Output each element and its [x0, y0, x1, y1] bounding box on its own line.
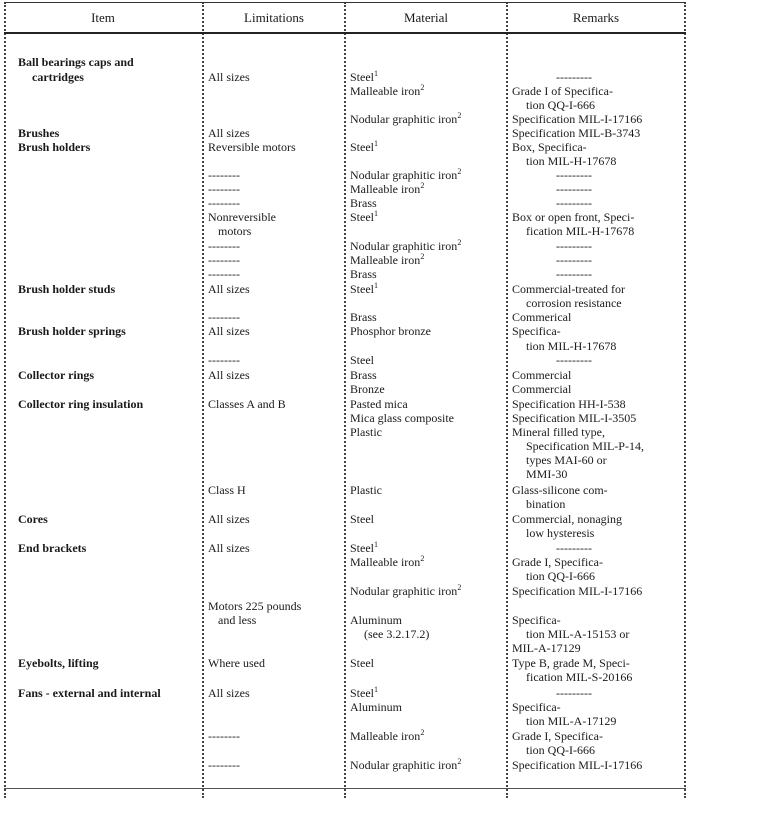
- table-row: [4, 584, 686, 598]
- remarks-cell: tion MIL-A-17129: [526, 714, 617, 728]
- material-text: Steel: [350, 512, 374, 526]
- material-cell: [350, 483, 382, 497]
- footnote-marker: 2: [420, 728, 425, 737]
- remarks-cell: Specification MIL-I-17166: [512, 758, 643, 772]
- material-text: Nodular graphitic iron: [350, 239, 458, 253]
- footnote-marker: 2: [457, 111, 462, 120]
- limitation-cell: All sizes: [208, 512, 250, 526]
- table-row: [4, 439, 686, 453]
- remarks-cell: Specification MIL-B-3743: [512, 126, 641, 140]
- remarks-cell: Glass-silicone com-: [512, 483, 608, 497]
- table-row: [4, 512, 686, 526]
- remarks-cell: Grade I, Specifica-: [512, 555, 603, 569]
- item-cell: cartridges: [32, 70, 84, 84]
- material-cell: [350, 282, 378, 296]
- material-text: Brass: [350, 368, 377, 382]
- remarks-cell: Specification MIL-P-14,: [526, 439, 644, 453]
- limitation-cell: Nonreversible: [208, 210, 276, 224]
- table-row: [4, 497, 686, 511]
- table-row: [4, 267, 686, 281]
- remarks-cell: Commercial: [512, 382, 572, 396]
- material-cell: [350, 686, 378, 700]
- limitation-cell: --------: [208, 758, 240, 772]
- table-row: [4, 453, 686, 467]
- remarks-cell: Box or open front, Speci-: [512, 210, 635, 224]
- table-row: [4, 98, 686, 112]
- footnote-marker: 2: [457, 167, 462, 176]
- header-material: Material: [403, 10, 449, 25]
- table-row: [4, 758, 686, 772]
- limitation-cell: Where used: [208, 656, 265, 670]
- remarks-cell: ---------: [556, 353, 592, 367]
- table-row: [4, 641, 686, 655]
- remarks-cell: Box, Specifica-: [512, 140, 587, 154]
- limitation-cell: All sizes: [208, 282, 250, 296]
- item-cell: Fans - external and internal: [18, 686, 161, 700]
- material-cell: [350, 411, 454, 425]
- table-row: [4, 483, 686, 497]
- table-row: [4, 55, 686, 69]
- material-text: Aluminum: [350, 700, 403, 714]
- footnote-marker: 1: [374, 540, 378, 549]
- remarks-cell: Specification MIL-I-3505: [512, 411, 637, 425]
- item-cell: Eyebolts, lifting: [18, 656, 99, 670]
- table-row: [4, 154, 686, 168]
- material-cell: [350, 182, 424, 196]
- table-row: [4, 339, 686, 353]
- materials-table: [4, 2, 686, 798]
- table-row: [4, 368, 686, 382]
- material-text: Steel: [350, 656, 374, 670]
- footnote-marker: 1: [374, 209, 378, 218]
- footnote-marker: 2: [457, 238, 462, 247]
- footnote-marker: 2: [457, 757, 462, 766]
- material-text: Bronze: [350, 382, 385, 396]
- material-text: Pasted mica: [350, 397, 408, 411]
- table-row: [4, 541, 686, 555]
- remarks-cell: ---------: [556, 267, 592, 281]
- item-cell: End brackets: [18, 541, 87, 555]
- material-text: Steel: [350, 140, 374, 154]
- material-text: Nodular graphitic iron: [350, 584, 458, 598]
- material-text: Malleable iron: [350, 182, 421, 196]
- header-item: Item: [91, 10, 115, 25]
- table-row: [4, 599, 686, 613]
- remarks-cell: ---------: [556, 182, 592, 196]
- limitation-cell: --------: [208, 310, 240, 324]
- material-cell: [350, 425, 382, 439]
- material-text: Phosphor bronze: [350, 324, 431, 338]
- header-limitations: Limitations: [244, 10, 304, 25]
- material-cell: [350, 210, 378, 224]
- material-text: Malleable iron: [350, 555, 421, 569]
- material-text: Malleable iron: [350, 253, 421, 267]
- material-text: Brass: [350, 267, 377, 281]
- material-cell: [350, 368, 377, 382]
- table-row: [4, 411, 686, 425]
- table-row: [4, 239, 686, 253]
- item-cell: Cores: [18, 512, 48, 526]
- remarks-cell: tion QQ-I-666: [526, 743, 595, 757]
- item-cell: Collector rings: [18, 368, 95, 382]
- table-row: [4, 140, 686, 154]
- material-text: Plastic: [350, 425, 382, 439]
- material-cell: [350, 382, 385, 396]
- footnote-marker: 1: [374, 69, 378, 78]
- material-text: Malleable iron: [350, 84, 421, 98]
- material-cell: [350, 353, 374, 367]
- item-cell: Collector ring insulation: [18, 397, 144, 411]
- table-row: [4, 743, 686, 757]
- limitation-cell: All sizes: [208, 541, 250, 555]
- limitation-cell: All sizes: [208, 686, 250, 700]
- material-cell: [350, 397, 408, 411]
- remarks-cell: ---------: [556, 541, 592, 555]
- remarks-cell: Commercial, nonaging: [512, 512, 622, 526]
- header-remarks: Remarks: [572, 10, 620, 25]
- material-text: Steel: [350, 70, 374, 84]
- material-cell: [350, 196, 377, 210]
- remarks-cell: Specification MIL-I-17166: [512, 584, 643, 598]
- material-cell: [350, 758, 461, 772]
- table-row: [4, 397, 686, 411]
- material-text: Mica glass composite: [350, 411, 454, 425]
- material-cell: [350, 613, 402, 627]
- material-cell: [350, 729, 424, 743]
- remarks-cell: ---------: [556, 70, 592, 84]
- remarks-cell: Commercial: [512, 368, 572, 382]
- limitation-cell: --------: [208, 196, 240, 210]
- item-cell: Brushes: [18, 126, 60, 140]
- limitation-cell: --------: [208, 729, 240, 743]
- remarks-cell: ---------: [556, 686, 592, 700]
- table-row: [4, 526, 686, 540]
- remarks-cell: Grade I of Specifica-: [512, 84, 613, 98]
- table-top-rule: [4, 2, 686, 3]
- material-cell: [350, 140, 378, 154]
- item-cell: Brush holders: [18, 140, 91, 154]
- limitation-cell: --------: [208, 253, 240, 267]
- item-cell: Brush holder studs: [18, 282, 116, 296]
- remarks-cell: types MAI-60 or: [526, 453, 607, 467]
- table-row: [4, 467, 686, 481]
- material-text: Brass: [350, 196, 377, 210]
- material-cell: [350, 324, 431, 338]
- material-cell: [350, 267, 377, 281]
- remarks-cell: Specification MIL-I-17166: [512, 112, 643, 126]
- remarks-cell: tion MIL-H-17678: [526, 154, 617, 168]
- item-cell: Ball bearings caps and: [18, 55, 134, 69]
- table-row: [4, 253, 686, 267]
- remarks-cell: tion QQ-I-666: [526, 569, 595, 583]
- limitation-cell: Classes A and B: [208, 397, 286, 411]
- table-row: [4, 126, 686, 140]
- material-text: Steel: [350, 353, 374, 367]
- material-text: Steel: [350, 686, 374, 700]
- material-cell: [364, 627, 429, 641]
- limitation-cell: Class H: [208, 483, 246, 497]
- remarks-cell: fication MIL-S-20166: [526, 670, 633, 684]
- table-row: [4, 324, 686, 338]
- table-row: [4, 729, 686, 743]
- header-rule: [4, 32, 686, 34]
- limitation-cell: All sizes: [208, 126, 250, 140]
- table-row: [4, 282, 686, 296]
- remarks-cell: MMI-30: [526, 467, 568, 481]
- material-cell: [350, 239, 461, 253]
- material-text: Steel: [350, 541, 374, 555]
- material-cell: [350, 310, 377, 324]
- material-cell: [350, 541, 378, 555]
- material-text: Steel: [350, 210, 374, 224]
- material-text: Plastic: [350, 483, 382, 497]
- material-cell: [350, 168, 461, 182]
- table-row: [4, 686, 686, 700]
- material-cell: [350, 555, 424, 569]
- table-row: [4, 70, 686, 84]
- remarks-cell: ---------: [556, 239, 592, 253]
- limitation-cell: motors: [218, 224, 252, 238]
- limitation-cell: and less: [218, 613, 257, 627]
- remarks-cell: tion MIL-H-17678: [526, 339, 617, 353]
- material-cell: [350, 656, 374, 670]
- material-cell: [350, 70, 378, 84]
- table-row: [4, 224, 686, 238]
- footnote-marker: 1: [374, 281, 378, 290]
- limitation-cell: All sizes: [208, 70, 250, 84]
- remarks-cell: ---------: [556, 168, 592, 182]
- material-cell: [350, 253, 424, 267]
- material-cell: [350, 584, 461, 598]
- table-row: [4, 627, 686, 641]
- material-text: Aluminum: [350, 613, 403, 627]
- remarks-cell: Specifica-: [512, 613, 561, 627]
- material-text: Malleable iron: [350, 729, 421, 743]
- table-row: [4, 613, 686, 627]
- remarks-cell: MIL-A-17129: [512, 641, 581, 655]
- material-text: Nodular graphitic iron: [350, 112, 458, 126]
- footnote-marker: 2: [420, 83, 425, 92]
- table-row: [4, 656, 686, 670]
- remarks-cell: tion MIL-A-15153 or: [526, 627, 630, 641]
- table-row: [4, 569, 686, 583]
- footnote-marker: 1: [374, 685, 378, 694]
- table-row: [4, 555, 686, 569]
- table-row: [4, 196, 686, 210]
- table-row: [4, 425, 686, 439]
- limitation-cell: --------: [208, 182, 240, 196]
- table-bottom-rule: [4, 788, 686, 789]
- remarks-cell: Commercial-treated for: [512, 282, 625, 296]
- remarks-cell: Type B, grade M, Speci-: [512, 656, 630, 670]
- remarks-cell: ---------: [556, 196, 592, 210]
- limitation-cell: Motors 225 pounds: [208, 599, 302, 613]
- limitation-cell: --------: [208, 267, 240, 281]
- table-row: [4, 84, 686, 98]
- table-row: [4, 714, 686, 728]
- table-row: [4, 700, 686, 714]
- material-cell: [350, 512, 374, 526]
- table-row: [4, 670, 686, 684]
- remarks-cell: Specifica-: [512, 324, 561, 338]
- remarks-cell: Mineral filled type,: [512, 425, 605, 439]
- remarks-cell: low hysteresis: [526, 526, 595, 540]
- remarks-cell: ---------: [556, 253, 592, 267]
- remarks-cell: corrosion resistance: [526, 296, 622, 310]
- material-text: Brass: [350, 310, 377, 324]
- material-text: (see 3.2.17.2): [364, 627, 430, 641]
- limitation-cell: All sizes: [208, 368, 250, 382]
- footnote-marker: 2: [420, 181, 425, 190]
- remarks-cell: bination: [526, 497, 566, 511]
- limitation-cell: --------: [208, 239, 240, 253]
- table-row: [4, 296, 686, 310]
- limitation-cell: --------: [208, 168, 240, 182]
- table-row: [4, 353, 686, 367]
- remarks-cell: fication MIL-H-17678: [526, 224, 635, 238]
- material-text: Steel: [350, 282, 374, 296]
- limitation-cell: Reversible motors: [208, 140, 296, 154]
- remarks-cell: Commerical: [512, 310, 572, 324]
- material-text: Nodular graphitic iron: [350, 758, 458, 772]
- footnote-marker: 2: [420, 252, 425, 261]
- remarks-cell: Specifica-: [512, 700, 561, 714]
- remarks-cell: Grade I, Specifica-: [512, 729, 603, 743]
- table-row: [4, 310, 686, 324]
- table-row: [4, 182, 686, 196]
- material-cell: [350, 84, 424, 98]
- table-row: [4, 168, 686, 182]
- table-row: [4, 382, 686, 396]
- limitation-cell: --------: [208, 353, 240, 367]
- remarks-cell: tion QQ-I-666: [526, 98, 595, 112]
- footnote-marker: 2: [420, 554, 425, 563]
- table-row: [4, 112, 686, 126]
- material-text: Nodular graphitic iron: [350, 168, 458, 182]
- footnote-marker: 1: [374, 139, 378, 148]
- material-cell: [350, 700, 402, 714]
- footnote-marker: 2: [457, 583, 462, 592]
- remarks-cell: Specification HH-I-538: [512, 397, 626, 411]
- table-row: [4, 210, 686, 224]
- item-cell: Brush holder springs: [18, 324, 126, 338]
- material-cell: [350, 112, 461, 126]
- limitation-cell: All sizes: [208, 324, 250, 338]
